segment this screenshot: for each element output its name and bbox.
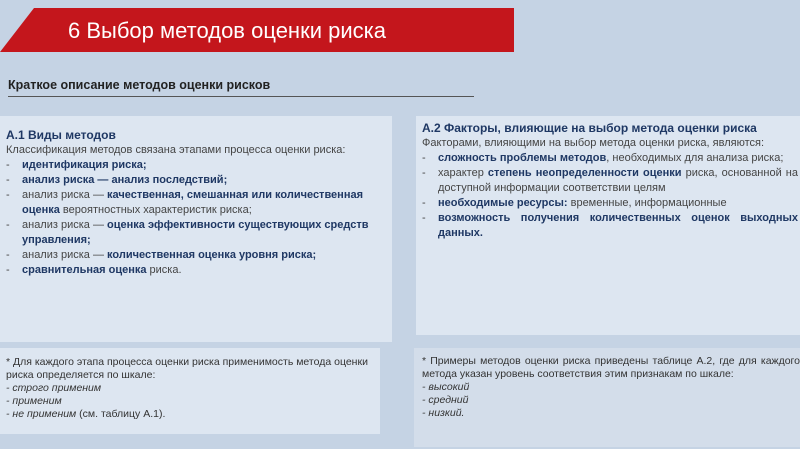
item-bold: идентификация риска;	[22, 159, 147, 171]
list-item	[6, 188, 388, 218]
note-intro: * Для каждого этапа процесса оценки риска применимость метода оценки риска определяется по шкале:	[6, 356, 368, 381]
note-item: - средний	[422, 394, 469, 406]
list-item	[6, 173, 388, 188]
note-item	[6, 382, 376, 395]
list-item	[422, 211, 798, 241]
factors-list	[422, 151, 798, 241]
note-intro: * Примеры методов оценки риска приведены таблице А.2, где для каждого метода указан уровень соответствия этим признакам по шкале:	[422, 355, 800, 380]
list-item	[6, 263, 388, 278]
item-bold: возможность получения количественных оценок выходных данных.	[438, 212, 798, 239]
item-bold: количественная оценка уровня риска;	[107, 249, 317, 261]
item-text: , необходимых для анализа риска;	[606, 152, 784, 164]
item-text: временные, информационные	[567, 197, 727, 209]
note-item-italic: - применим	[6, 395, 62, 407]
panel-intro: Факторами, влияющими на выбор метода оценки риска, являются:	[422, 137, 765, 149]
item-text: риска, основанной на доступной информации соответствии целям	[438, 167, 798, 194]
item-bold: анализ риска — анализ последствий;	[22, 174, 228, 186]
item-bold: качественная, смешанная или количественная оценка	[22, 189, 364, 216]
item-bold: сравнительная оценка	[22, 264, 147, 276]
examples-note	[414, 348, 800, 447]
list-item	[6, 158, 388, 173]
item-text: риска.	[146, 264, 182, 276]
list-item	[422, 151, 798, 166]
item-bold: сложность проблемы методов	[438, 152, 607, 164]
item-text: анализ риска —	[22, 249, 108, 261]
note-item-italic: - строго применим	[6, 382, 102, 394]
item-bold: степень неопределенности оценки	[487, 167, 682, 179]
note-item-text: (см. таблицу А.1).	[76, 408, 166, 420]
list-item	[6, 248, 388, 263]
item-text: анализ риска —	[22, 219, 108, 231]
panel-heading: А.1 Виды методов	[6, 128, 116, 142]
panel-intro: Классификация методов связана этапами процесса оценки риска:	[6, 144, 346, 156]
item-bold: оценка эффективности существующих средств управления;	[22, 219, 369, 246]
note-item	[6, 408, 376, 421]
list-item	[6, 218, 388, 248]
list-item	[422, 166, 798, 196]
panel-heading: А.2 Факторы, влияющие на выбор метода оценки риска	[422, 121, 757, 135]
note-item: - высокий	[422, 381, 470, 393]
list-item	[422, 196, 798, 211]
item-text: характер	[438, 167, 488, 179]
item-bold: необходимые ресурсы:	[438, 197, 568, 209]
page-title: 6 Выбор методов оценки риска	[68, 18, 386, 43]
note-item: - низкий.	[422, 407, 465, 419]
selection-factors-panel	[416, 116, 800, 335]
item-text: анализ риска —	[22, 189, 108, 201]
section-subtitle: Краткое описание методов оценки рисков	[8, 78, 474, 97]
methods-types-panel	[0, 116, 392, 342]
applicability-note	[0, 348, 380, 434]
item-text: вероятностных характеристик риска;	[59, 204, 252, 216]
methods-list	[6, 158, 388, 278]
note-item-italic: - не применим	[6, 408, 77, 420]
note-item	[6, 395, 376, 408]
